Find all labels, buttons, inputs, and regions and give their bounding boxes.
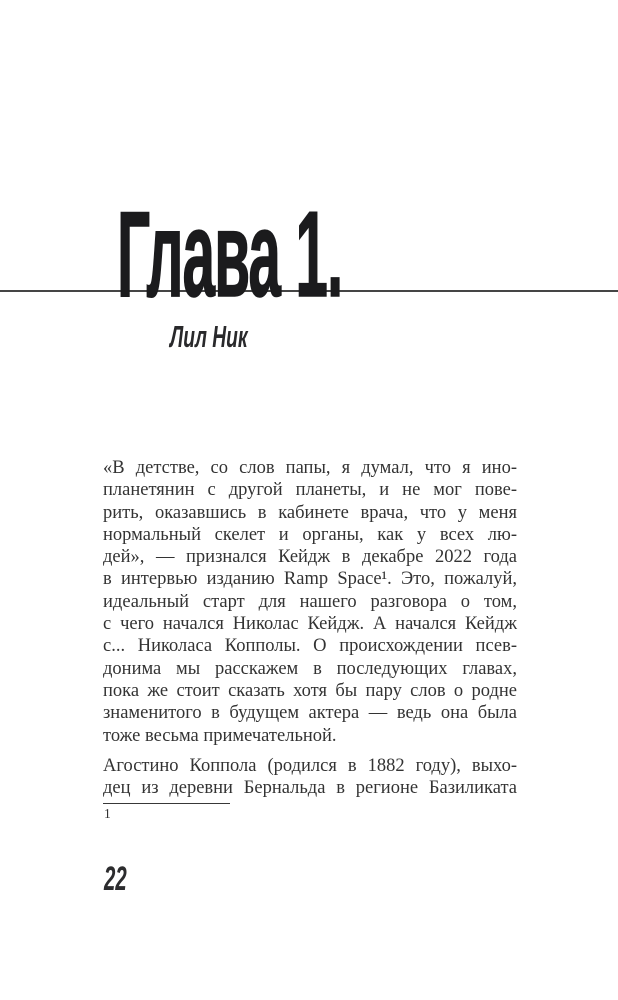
page-number: 22 bbox=[104, 860, 127, 898]
text-line: нормальный скелет и органы, как у всех лю- bbox=[103, 524, 517, 545]
text-line: тоже весьма примечательной. bbox=[103, 725, 337, 746]
text-line: «В детстве, со слов папы, я думал, что я ино- bbox=[103, 458, 517, 478]
footnote-divider-line bbox=[103, 803, 230, 804]
chapter-heading: Глава 1. bbox=[117, 186, 343, 322]
text-line: планетянин с другой планеты, и не мог пове- bbox=[103, 480, 517, 501]
paragraph bbox=[103, 755, 517, 800]
text-line: в интервью изданию Ramp Space¹. Это, пожалуй, bbox=[103, 569, 517, 590]
text-line: рить, оказавшись в кабинете врача, что у меня bbox=[103, 502, 517, 523]
text-line: донима мы расскажем в последующих главах, bbox=[103, 658, 517, 679]
text-line: с чего начался Николас Кейдж. А начался Кейдж bbox=[103, 614, 517, 635]
text-line: дец из деревни Бернальда в регионе Базиликата bbox=[103, 778, 517, 799]
chapter-subtitle: Лил Ник bbox=[170, 319, 248, 354]
text-line: с... Николаса Копполы. О происхождении псев- bbox=[103, 636, 517, 657]
footnote-marker: 1 bbox=[104, 806, 111, 821]
paragraph bbox=[103, 457, 517, 747]
text-line: знаменитого в будущем актера — ведь она была bbox=[103, 703, 517, 724]
body-text bbox=[103, 457, 517, 799]
text-line: дей», — признался Кейдж в декабре 2022 года bbox=[103, 547, 517, 568]
text-line: идеальный старт для нашего разговора о том, bbox=[103, 591, 517, 612]
text-line: пока же стоит сказать хотя бы пару слов о родне bbox=[103, 680, 517, 701]
text-line: Агостино Коппола (родился в 1882 году), выхо- bbox=[103, 755, 517, 776]
